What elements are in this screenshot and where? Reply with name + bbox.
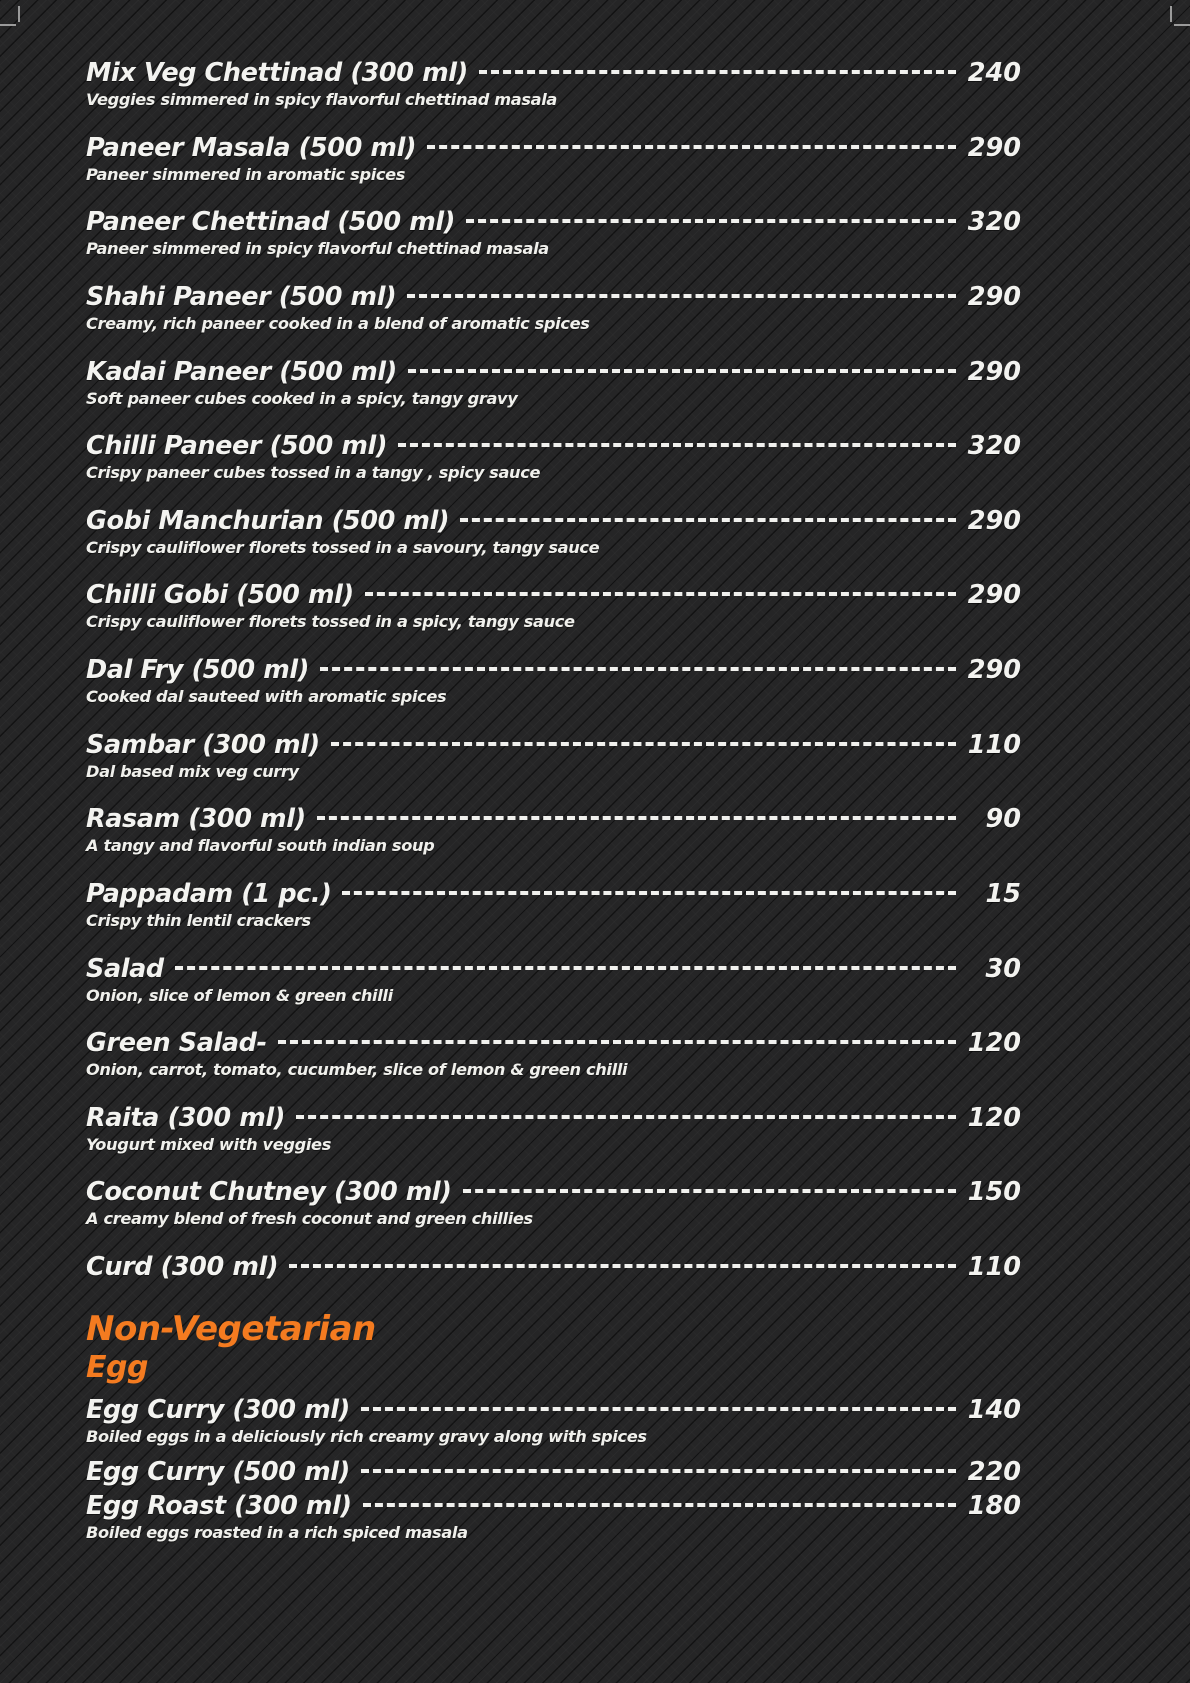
crop-mark-top-left-vertical [18,6,20,22]
menu-item [86,1103,1021,1155]
menu-item-description: Onion, carrot, tomato, cucumber, slice of lemon & green chilli [86,1060,628,1080]
menu-item-line [86,879,1021,909]
crop-mark-top-left-horizontal [0,24,16,26]
menu-item-price: 180 [967,1490,1021,1521]
menu-item-name: Kadai Paneer (500 ml) [86,356,397,387]
menu-item-name: Egg Roast (300 ml) [86,1490,352,1521]
menu-item-line [86,1491,1021,1521]
leader-dots [398,443,956,448]
leader-dots [427,145,956,150]
menu-item-description: Creamy, rich paneer cooked in a blend of aromatic spices [86,313,590,333]
menu-item [86,1457,1021,1487]
menu-item-name: Raita (300 ml) [86,1102,285,1133]
menu-item-description: A creamy blend of fresh coconut and green chillies [86,1209,533,1229]
menu-item-price: 110 [967,729,1021,760]
leader-dots [317,816,956,821]
menu-item-name: Dal Fry (500 ml) [86,655,310,685]
menu-item [86,282,1021,334]
leader-dots [361,1469,956,1474]
leader-dots [460,518,956,523]
menu-item [86,954,1021,1006]
menu-item-description: A tangy and flavorful south indian soup [86,836,435,856]
menu-item-line [86,282,1021,312]
section-heading: Non-Vegetarian [86,1309,376,1349]
menu-item [86,58,1021,110]
leader-dots [466,219,956,224]
menu-item [86,357,1021,409]
menu-item [86,804,1021,856]
menu-item-description: Paneer simmered in spicy flavorful chettinad masala [86,239,549,259]
menu-item-price: 220 [967,1456,1021,1487]
menu-item-line [86,1177,1021,1207]
menu-item [86,1395,1021,1447]
leader-dots [289,1264,956,1269]
menu-item [86,1177,1021,1229]
menu-item [86,1252,1021,1282]
menu-item-description: Veggies simmered in spicy flavorful chettinad masala [86,90,557,109]
menu-item-description: Yougurt mixed with veggies [86,1134,331,1154]
menu-item-description: Cooked dal sauteed with aromatic spices [86,687,447,706]
menu-item-name: Mix Veg Chettinad (300 ml) [86,58,468,88]
menu-item-line [86,1395,1021,1425]
leader-dots [320,667,956,672]
menu-item-name: Green Salad- [86,1028,267,1059]
menu-item-price: 30 [985,953,1021,984]
crop-mark-top-right-vertical [1170,6,1172,22]
menu-item-name: Chilli Paneer (500 ml) [86,431,388,462]
menu-item-price: 290 [967,655,1021,685]
menu-item-description: Crispy thin lentil crackers [86,910,311,930]
menu-item-line [86,804,1021,834]
menu-item-name: Chilli Gobi (500 ml) [86,580,354,611]
menu-item-description: Onion, slice of lemon & green chilli [86,985,393,1005]
menu-item-price: 290 [967,281,1021,312]
menu-item [86,580,1021,632]
menu-item [86,431,1021,483]
leader-dots [407,294,956,299]
menu-item-line [86,1457,1021,1487]
menu-item-description: Soft paneer cubes cooked in a spicy, tangy gravy [86,388,518,408]
menu-item [86,730,1021,782]
leader-dots [342,891,956,896]
menu-item-price: 110 [967,1252,1021,1282]
menu-item-price: 15 [985,878,1021,909]
menu-item-line [86,506,1021,536]
leader-dots [408,369,956,374]
leader-dots [363,1503,956,1508]
leader-dots [361,1407,956,1412]
menu-item-price: 140 [967,1395,1021,1425]
menu-item-line [86,1103,1021,1133]
menu-item-price: 320 [967,207,1021,238]
menu-item-description: Boiled eggs in a deliciously rich creamy gravy along with spices [86,1427,647,1446]
menu-item-name: Shahi Paneer (500 ml) [86,281,397,312]
menu-item-name: Gobi Manchurian (500 ml) [86,505,450,536]
leader-dots [479,70,956,75]
menu-item-line [86,357,1021,387]
menu-item-price: 320 [967,431,1021,462]
menu-item-price: 120 [967,1102,1021,1133]
menu-item [86,133,1021,185]
menu-item-price: 240 [967,58,1021,88]
leader-dots [365,592,956,597]
leader-dots [331,742,956,747]
menu-item-name: Paneer Chettinad (500 ml) [86,207,455,238]
menu-item [86,655,1021,707]
menu-item-description: Crispy cauliflower florets tossed in a savoury, tangy sauce [86,537,600,557]
menu-item-price: 150 [967,1177,1021,1208]
menu-item-line [86,431,1021,461]
menu-item-price: 120 [967,1028,1021,1059]
menu-item [86,207,1021,259]
menu-item-price: 290 [967,580,1021,611]
menu-item-name: Salad [86,953,164,984]
menu-item-line [86,730,1021,760]
menu-item-name: Rasam (300 ml) [86,804,306,835]
menu-item-name: Paneer Masala (500 ml) [86,132,417,163]
menu-item-price: 290 [967,356,1021,387]
menu-item-line [86,1252,1021,1282]
menu-item-description: Dal based mix veg curry [86,761,299,781]
menu-item-price: 290 [967,505,1021,536]
menu-item-name: Egg Curry (300 ml) [86,1395,350,1425]
menu-item [86,1491,1021,1543]
leader-dots [463,1189,956,1194]
menu-item [86,879,1021,931]
crop-mark-top-right-horizontal [1174,24,1190,26]
menu-item-price: 90 [985,804,1021,835]
menu-item-line [86,580,1021,610]
leader-dots [175,966,956,971]
menu-item-line [86,207,1021,237]
menu-content [86,58,1021,1552]
menu-item-line [86,1028,1021,1058]
section-subheading: Egg [86,1350,148,1385]
menu-item-description: Boiled eggs roasted in a rich spiced masala [86,1522,468,1542]
menu-item-description: Crispy cauliflower florets tossed in a spicy, tangy sauce [86,612,575,632]
menu-item-name: Pappadam (1 pc.) [86,878,332,909]
menu-item-description: Paneer simmered in aromatic spices [86,164,406,184]
menu-item [86,506,1021,558]
menu-item-name: Egg Curry (500 ml) [86,1456,350,1487]
menu-item-line [86,133,1021,163]
menu-item-name: Sambar (300 ml) [86,729,320,760]
menu-item-name: Coconut Chutney (300 ml) [86,1177,452,1208]
menu-item-description: Crispy paneer cubes tossed in a tangy , spicy sauce [86,463,541,483]
menu-item-line [86,58,1021,88]
menu-item-name: Curd (300 ml) [86,1252,279,1282]
menu-item-line [86,655,1021,685]
menu-item [86,1028,1021,1080]
menu-item-line [86,954,1021,984]
leader-dots [278,1040,956,1045]
leader-dots [296,1115,956,1120]
menu-item-price: 290 [967,132,1021,163]
